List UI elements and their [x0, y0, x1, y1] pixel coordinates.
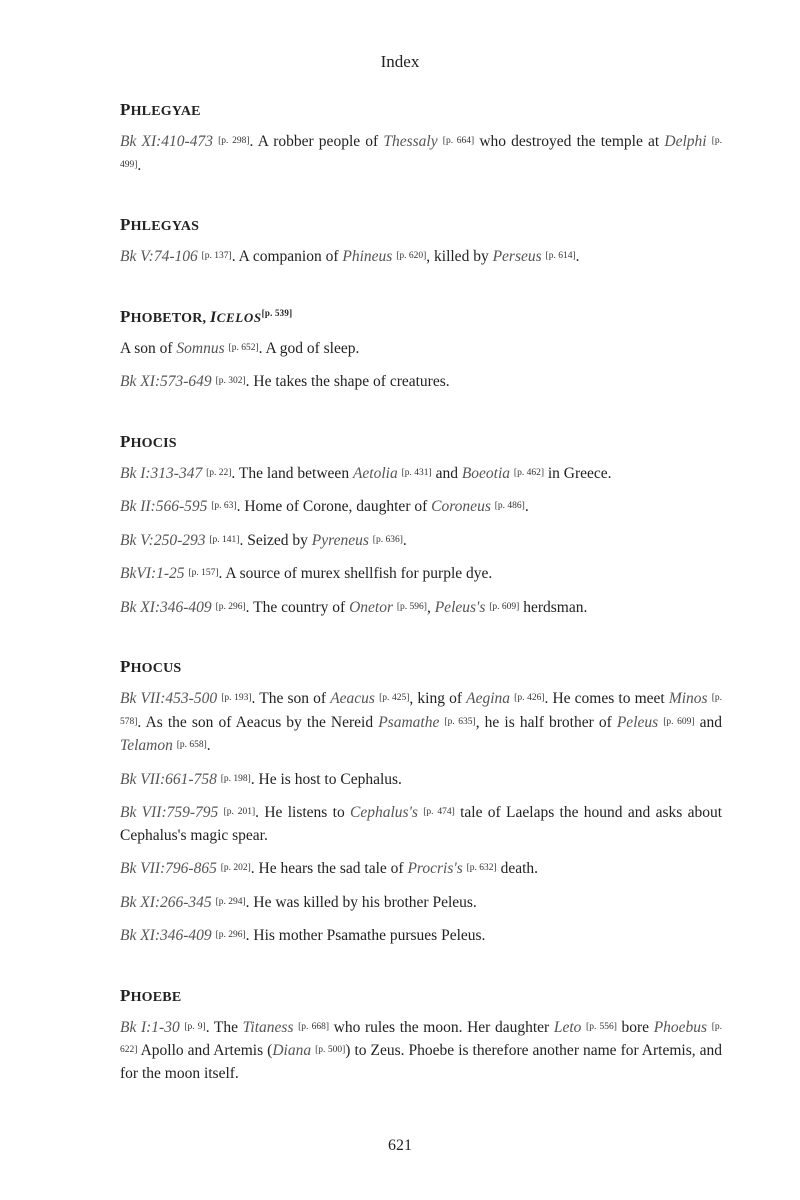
- text: bore: [616, 1018, 654, 1036]
- page-ref: [p. 298]: [218, 136, 250, 146]
- text: . Home of Corone, daughter of: [236, 498, 432, 515]
- title-initial: P: [120, 431, 131, 451]
- text: .: [206, 737, 211, 754]
- entry-phoebe: [120, 986, 722, 1086]
- page-ref: [p. 668]: [298, 1021, 329, 1032]
- book-reference-link[interactable]: Bk XI:266-345: [120, 893, 212, 911]
- entry-title: [120, 657, 722, 677]
- text: .: [575, 248, 580, 265]
- cross-reference-link[interactable]: Perseus: [492, 248, 542, 265]
- page-header: Index: [380, 52, 420, 71]
- cross-reference-link[interactable]: Pyreneus: [311, 531, 369, 549]
- page-ref: [p. 296]: [215, 601, 246, 612]
- book-reference-link[interactable]: Bk XI:346-409: [120, 927, 212, 944]
- text: .: [402, 531, 407, 549]
- entry-phobetor: [120, 307, 722, 394]
- entry-paragraph: [120, 370, 722, 394]
- entry-paragraph: [120, 462, 722, 486]
- cross-reference-link[interactable]: Titaness: [242, 1018, 294, 1036]
- text: . He was killed by his brother Peleus.: [245, 893, 477, 911]
- cross-reference-link[interactable]: Aeacus: [330, 690, 375, 707]
- text: . Seized by: [239, 531, 312, 549]
- text: , he is half brother of: [475, 713, 617, 731]
- text: .: [137, 156, 142, 174]
- text: . He listens to: [255, 804, 351, 821]
- page-ref: [p. 462]: [513, 467, 544, 478]
- page-ref: [p. 635]: [444, 716, 476, 727]
- text: . The son of: [251, 690, 331, 707]
- page-ref: [p. 614]: [545, 251, 576, 261]
- title-rest: HOCIS: [130, 435, 177, 451]
- entry-paragraph: [120, 891, 722, 915]
- page-ref: [p. 632]: [466, 863, 497, 873]
- title-initial: P: [120, 215, 131, 234]
- cross-reference-link[interactable]: Psamathe: [378, 713, 440, 731]
- entry-paragraph: [120, 529, 722, 553]
- entry-paragraph: [120, 337, 722, 361]
- book-reference-link[interactable]: Bk VII:759-795: [120, 804, 219, 821]
- page-ref: [p. 202]: [220, 863, 251, 873]
- entry-title: [120, 215, 722, 235]
- book-reference-link[interactable]: Bk VII:661-758: [120, 770, 217, 788]
- cross-reference-link[interactable]: Telamon: [120, 737, 173, 754]
- cross-reference-link[interactable]: Peleus: [616, 713, 659, 731]
- cross-reference-link[interactable]: Leto: [553, 1018, 582, 1036]
- page-ref: [p. 198]: [220, 773, 251, 784]
- index-content: [120, 100, 722, 1123]
- entry-paragraph: [120, 768, 722, 792]
- entry-phocus: [120, 657, 722, 948]
- cross-reference-link[interactable]: Procris's: [407, 860, 463, 877]
- entry-paragraph: [120, 1016, 722, 1086]
- text: . As the son of Aeacus by the Nereid: [137, 713, 379, 731]
- entry-title: [120, 986, 722, 1006]
- title-rest: HLEGYAS: [130, 219, 200, 234]
- page-ref: [p. 296]: [215, 930, 246, 940]
- entry-paragraph: [120, 130, 722, 177]
- page-ref: [p. 431]: [401, 467, 432, 478]
- book-reference-link[interactable]: Bk XI:410-473: [120, 133, 213, 150]
- entry-phlegyae: [120, 100, 722, 177]
- text: . The land between: [231, 464, 353, 482]
- title-rest: HOEBE: [130, 989, 182, 1005]
- text: . A robber people of: [249, 133, 384, 150]
- page-ref: [p. 294]: [215, 896, 246, 907]
- cross-reference-link[interactable]: Somnus: [176, 339, 225, 357]
- title-initial: P: [120, 657, 131, 676]
- entry-paragraph: [120, 245, 722, 269]
- page-ref: [p. 620]: [396, 251, 427, 261]
- page-ref: [p. 474]: [423, 807, 455, 817]
- page-ref: [p. 636]: [372, 534, 403, 545]
- page-ref: [p. 539]: [261, 307, 293, 318]
- page-ref: [p. 9]: [184, 1021, 206, 1032]
- text: .: [524, 498, 529, 515]
- title-rest: HOCUS: [130, 661, 182, 676]
- text: . The: [205, 1018, 243, 1036]
- text: Apollo and Artemis (: [137, 1042, 273, 1059]
- text: tale of Laelaps the hound and asks about Cephalus's magic spear.: [120, 804, 723, 844]
- entry-title: [120, 100, 722, 120]
- text: and: [694, 713, 723, 731]
- entry-paragraph: [120, 596, 722, 620]
- text: . The country of: [245, 598, 350, 616]
- page-ref: [p. 609]: [489, 601, 520, 612]
- title-initial: P: [120, 985, 131, 1005]
- cross-reference-link[interactable]: Aegina: [466, 690, 511, 707]
- book-reference-link[interactable]: Bk VII:453-500: [120, 690, 218, 707]
- page-ref: [p. 499]: [120, 136, 723, 170]
- page-ref: [p. 22]: [206, 467, 232, 478]
- text: . A companion of: [231, 248, 343, 265]
- cross-reference-link[interactable]: Delphi: [664, 133, 707, 150]
- cross-reference-link[interactable]: Coroneus: [431, 498, 491, 515]
- cross-reference-link[interactable]: Cephalus's: [350, 804, 418, 821]
- entry-paragraph: [120, 687, 722, 758]
- cross-reference-link[interactable]: Diana: [272, 1042, 312, 1059]
- page-ref: [p. 500]: [315, 1045, 346, 1055]
- page-ref: [p. 157]: [188, 568, 219, 578]
- page-ref: [p. 486]: [494, 501, 525, 511]
- page-ref: [p. 201]: [223, 807, 256, 817]
- text: . He hears the sad tale of: [250, 860, 408, 877]
- book-reference-link[interactable]: BkVI:1-25: [120, 565, 185, 582]
- text: ) to Zeus. Phoebe is therefore another name for Artemis, and for the moon itself.: [120, 1042, 723, 1082]
- entry-paragraph: [120, 495, 722, 519]
- book-reference-link[interactable]: Bk XI:346-409: [120, 598, 212, 616]
- title-link-rest: CELOS: [216, 309, 262, 325]
- book-reference-link[interactable]: Bk VII:796-865: [120, 860, 217, 877]
- page-ref: [p. 596]: [396, 601, 427, 612]
- entry-paragraph: [120, 801, 722, 847]
- book-reference-link[interactable]: Bk II:566-595: [120, 498, 208, 515]
- page-ref: [p. 425]: [379, 693, 410, 703]
- page-ref: [p. 302]: [215, 376, 246, 386]
- entry-paragraph: [120, 924, 722, 948]
- entry-phocis: [120, 432, 722, 620]
- text: herdsman.: [519, 598, 588, 616]
- text: A son of: [120, 339, 177, 357]
- page-ref: [p. 63]: [211, 501, 237, 511]
- text: in Greece.: [544, 464, 612, 482]
- cross-reference-link[interactable]: Onetor: [349, 598, 394, 616]
- page-ref: [p. 664]: [442, 136, 475, 146]
- cross-reference-link[interactable]: Phoebus: [653, 1018, 708, 1036]
- page-ref: [p. 141]: [209, 534, 240, 545]
- title-initial: P: [120, 306, 131, 326]
- text: , killed by: [426, 248, 493, 265]
- book-reference-link[interactable]: Bk XI:573-649: [120, 373, 212, 390]
- text: . He comes to meet: [544, 690, 669, 707]
- text: and: [431, 464, 462, 482]
- entry-title: [120, 307, 722, 327]
- text: . His mother Psamathe pursues Peleus.: [245, 927, 486, 944]
- cross-reference-link[interactable]: Thessaly: [383, 133, 438, 150]
- page-ref: [p. 609]: [663, 716, 695, 727]
- book-reference-link[interactable]: Bk I:1-30: [120, 1018, 180, 1036]
- text: . A god of sleep.: [258, 339, 360, 357]
- title-initial: P: [120, 100, 131, 119]
- title-rest: HOBETOR,: [130, 310, 210, 326]
- entry-paragraph: [120, 857, 722, 881]
- page-ref: [p. 658]: [176, 740, 207, 750]
- title-link-initial: I: [209, 308, 217, 326]
- cross-reference-link[interactable]: Minos: [668, 690, 708, 707]
- book-reference-link[interactable]: Bk I:313-347: [120, 464, 203, 482]
- cross-reference-link[interactable]: Aetolia: [352, 464, 398, 482]
- page-ref: [p. 426]: [514, 693, 545, 703]
- page-ref: [p. 137]: [201, 251, 232, 261]
- text: . He is host to Cephalus.: [250, 770, 402, 788]
- book-reference-link[interactable]: Bk V:74-106: [120, 248, 198, 265]
- book-reference-link[interactable]: Bk V:250-293: [120, 531, 206, 549]
- page-number: 621: [388, 1137, 412, 1154]
- text: death.: [496, 860, 539, 877]
- title-rest: HLEGYAE: [130, 104, 201, 119]
- page-ref: [p. 193]: [221, 693, 252, 703]
- title-cross-reference-link[interactable]: [210, 310, 262, 325]
- cross-reference-link[interactable]: Phineus: [342, 248, 393, 265]
- text: ,: [426, 598, 435, 616]
- cross-reference-link[interactable]: Boeotia: [461, 464, 511, 482]
- text: , king of: [409, 690, 467, 707]
- page-ref: [p. 622]: [120, 1021, 723, 1055]
- text: who destroyed the temple at: [474, 133, 665, 150]
- entry-phlegyas: [120, 215, 722, 269]
- cross-reference-link[interactable]: Peleus's: [434, 598, 486, 616]
- page-ref: [p. 652]: [228, 342, 259, 353]
- text: . A source of murex shellfish for purple dye.: [218, 565, 493, 582]
- text: . He takes the shape of creatures.: [245, 373, 450, 390]
- page-ref: [p. 556]: [586, 1021, 617, 1032]
- entry-paragraph: [120, 562, 722, 586]
- page-ref: [p. 578]: [120, 693, 723, 727]
- text: who rules the moon. Her daughter: [328, 1018, 554, 1036]
- entry-title: [120, 432, 722, 452]
